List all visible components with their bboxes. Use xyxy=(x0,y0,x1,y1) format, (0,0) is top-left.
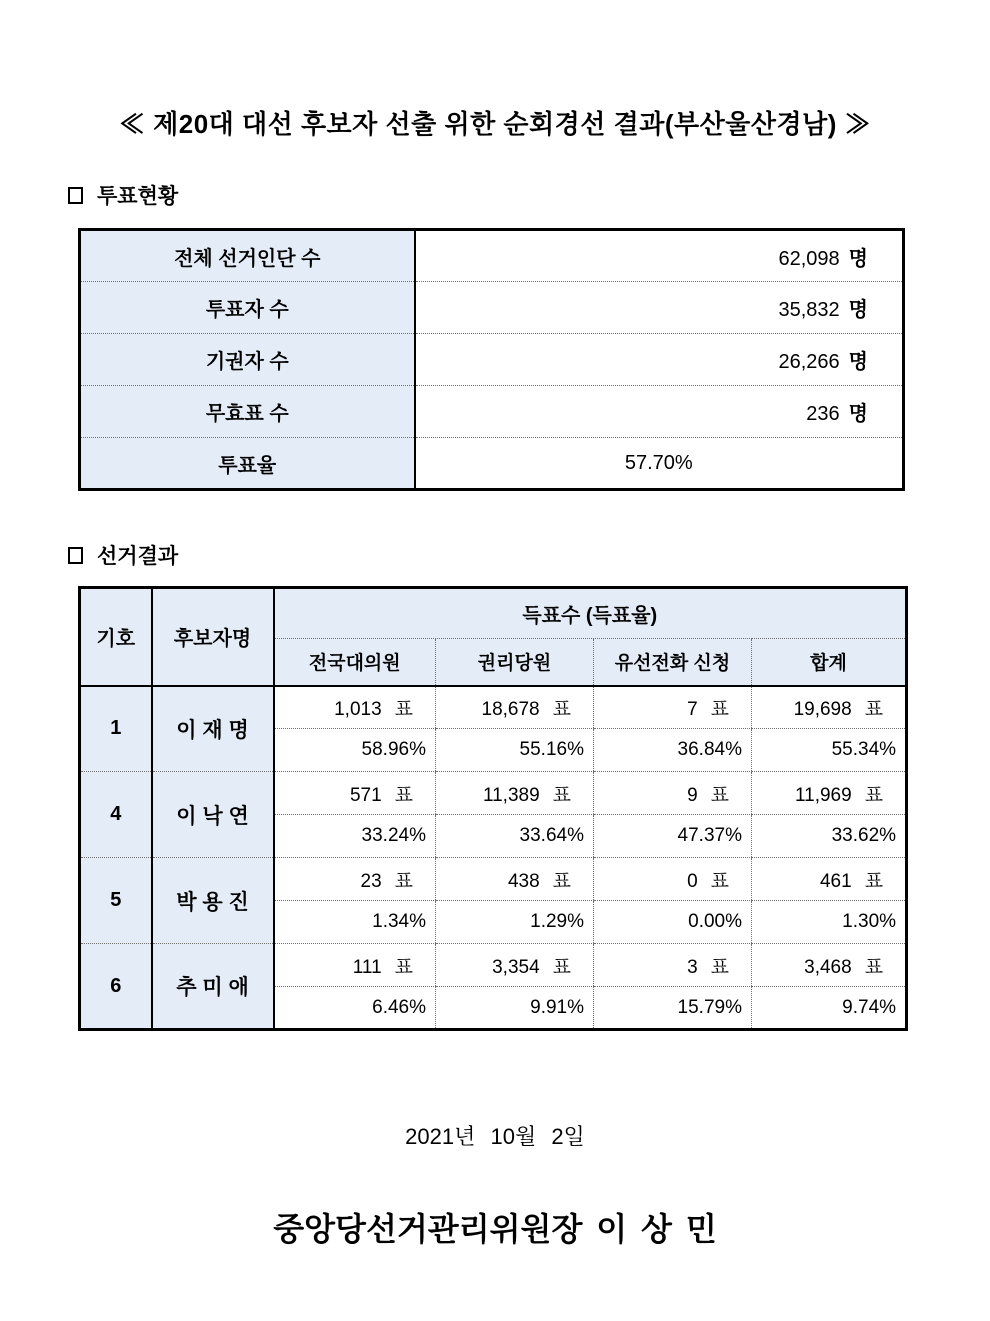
voting-status-table xyxy=(78,228,905,491)
row-value xyxy=(415,282,904,334)
table-row xyxy=(80,282,904,334)
signature-line: 중앙당선거관리위원장 이 상 민 xyxy=(273,1211,717,1247)
value-number: 26,266 xyxy=(778,351,840,373)
percent-cell: 55.34% xyxy=(752,729,907,772)
column-header-members: 권리당원 xyxy=(436,639,594,686)
column-header-symbol: 기호 xyxy=(80,588,152,686)
column-header-candidate: 후보자명 xyxy=(152,588,274,686)
percent-cell: 33.62% xyxy=(752,815,907,858)
column-header-delegates: 전국대의원 xyxy=(274,639,436,686)
vote-number: 18,678 xyxy=(481,698,540,720)
vote-unit: 표 xyxy=(394,870,413,892)
percent-cell: 0.00% xyxy=(594,901,752,944)
row-value xyxy=(415,386,904,438)
section-marker-icon xyxy=(68,547,83,564)
vote-unit: 표 xyxy=(552,784,571,806)
section-header-voting-status xyxy=(68,180,178,210)
section-title: 선거결과 xyxy=(97,545,179,568)
vote-cell xyxy=(752,944,907,987)
vote-unit: 표 xyxy=(864,698,884,720)
row-label: 기권자 수 xyxy=(80,334,415,386)
table-row xyxy=(80,230,904,282)
candidate-name: 이 재 명 xyxy=(152,686,274,772)
row-value xyxy=(415,230,904,282)
candidate-name: 추 미 애 xyxy=(152,944,274,1030)
percent-cell: 36.84% xyxy=(594,729,752,772)
vote-number: 0 xyxy=(687,870,698,892)
value-unit: 명 xyxy=(848,299,868,321)
vote-cell xyxy=(594,858,752,901)
vote-cell xyxy=(752,772,907,815)
candidate-vote-row xyxy=(80,858,907,901)
vote-cell xyxy=(274,944,436,987)
vote-number: 7 xyxy=(687,698,698,720)
vote-number: 1,013 xyxy=(334,698,382,720)
candidate-vote-row xyxy=(80,686,907,729)
percent-cell: 1.29% xyxy=(436,901,594,944)
vote-cell xyxy=(274,772,436,815)
table-row xyxy=(80,438,904,490)
row-value xyxy=(415,334,904,386)
vote-number: 19,698 xyxy=(793,698,852,720)
table-row xyxy=(80,334,904,386)
value-number: 35,832 xyxy=(778,299,840,321)
candidate-symbol: 6 xyxy=(80,944,152,1030)
column-header-votes-group: 득표수 (득표율) xyxy=(274,588,907,639)
percent-cell: 9.91% xyxy=(436,987,594,1030)
page-title: ≪ 제20대 대선 후보자 선출 위한 순회경선 결과(부산울산경남) ≫ xyxy=(118,109,872,139)
vote-cell xyxy=(594,944,752,987)
vote-unit: 표 xyxy=(864,870,884,892)
vote-number: 11,389 xyxy=(482,784,540,806)
election-results-table xyxy=(78,586,908,1031)
vote-number: 3 xyxy=(687,956,698,978)
vote-number: 3,354 xyxy=(492,956,540,978)
vote-number: 9 xyxy=(687,784,698,806)
vote-unit: 표 xyxy=(710,698,729,720)
vote-cell xyxy=(594,686,752,729)
vote-unit: 표 xyxy=(710,784,729,806)
percent-cell: 33.64% xyxy=(436,815,594,858)
vote-unit: 표 xyxy=(552,870,571,892)
row-label: 무효표 수 xyxy=(80,386,415,438)
vote-cell xyxy=(436,686,594,729)
vote-cell xyxy=(594,772,752,815)
candidate-symbol: 5 xyxy=(80,858,152,944)
document-date: 2021년 10월 2일 xyxy=(405,1124,585,1149)
vote-cell xyxy=(436,772,594,815)
vote-unit: 표 xyxy=(394,956,413,978)
column-header-phone: 유선전화 신청 xyxy=(594,639,752,686)
vote-unit: 표 xyxy=(394,698,413,720)
vote-number: 11,969 xyxy=(794,784,852,806)
value-unit: 명 xyxy=(848,403,868,425)
percent-cell: 15.79% xyxy=(594,987,752,1030)
row-label: 투표자 수 xyxy=(80,282,415,334)
vote-cell xyxy=(752,858,907,901)
section-title: 투표현황 xyxy=(97,185,179,208)
vote-cell xyxy=(436,944,594,987)
vote-cell xyxy=(274,686,436,729)
percent-cell: 47.37% xyxy=(594,815,752,858)
value-number: 62,098 xyxy=(778,247,840,270)
row-label: 전체 선거인단 수 xyxy=(80,230,415,282)
table-row xyxy=(80,386,904,438)
vote-cell xyxy=(274,858,436,901)
vote-unit: 표 xyxy=(552,698,571,720)
section-marker-icon xyxy=(68,187,83,204)
candidate-name: 이 낙 연 xyxy=(152,772,274,858)
percent-cell: 58.96% xyxy=(274,729,436,772)
vote-cell xyxy=(436,858,594,901)
percent-cell: 33.24% xyxy=(274,815,436,858)
value-number: 236 xyxy=(806,403,840,425)
candidate-symbol: 4 xyxy=(80,772,152,858)
column-header-total: 합계 xyxy=(752,639,907,686)
vote-unit: 표 xyxy=(864,956,884,978)
header-row xyxy=(80,588,907,639)
vote-unit: 표 xyxy=(710,956,729,978)
vote-number: 461 xyxy=(819,870,852,892)
vote-unit: 표 xyxy=(710,870,729,892)
candidate-name: 박 용 진 xyxy=(152,858,274,944)
vote-unit: 표 xyxy=(394,784,413,806)
section-header-election-results xyxy=(68,540,178,570)
percent-cell: 9.74% xyxy=(752,987,907,1030)
vote-number: 111 xyxy=(352,956,382,978)
vote-number: 571 xyxy=(349,784,382,806)
percent-cell: 6.46% xyxy=(274,987,436,1030)
vote-cell xyxy=(752,686,907,729)
candidate-vote-row xyxy=(80,944,907,987)
value-unit: 명 xyxy=(848,351,868,373)
row-value: 57.70% xyxy=(415,438,904,490)
vote-number: 438 xyxy=(507,870,540,892)
percent-cell: 1.34% xyxy=(274,901,436,944)
candidate-vote-row xyxy=(80,772,907,815)
vote-unit: 표 xyxy=(552,956,571,978)
row-label: 투표율 xyxy=(80,438,415,490)
candidate-symbol: 1 xyxy=(80,686,152,772)
percent-cell: 1.30% xyxy=(752,901,907,944)
percent-cell: 55.16% xyxy=(436,729,594,772)
value-unit: 명 xyxy=(848,247,868,270)
vote-unit: 표 xyxy=(864,784,884,806)
vote-number: 3,468 xyxy=(804,956,852,978)
vote-number: 23 xyxy=(360,870,382,892)
